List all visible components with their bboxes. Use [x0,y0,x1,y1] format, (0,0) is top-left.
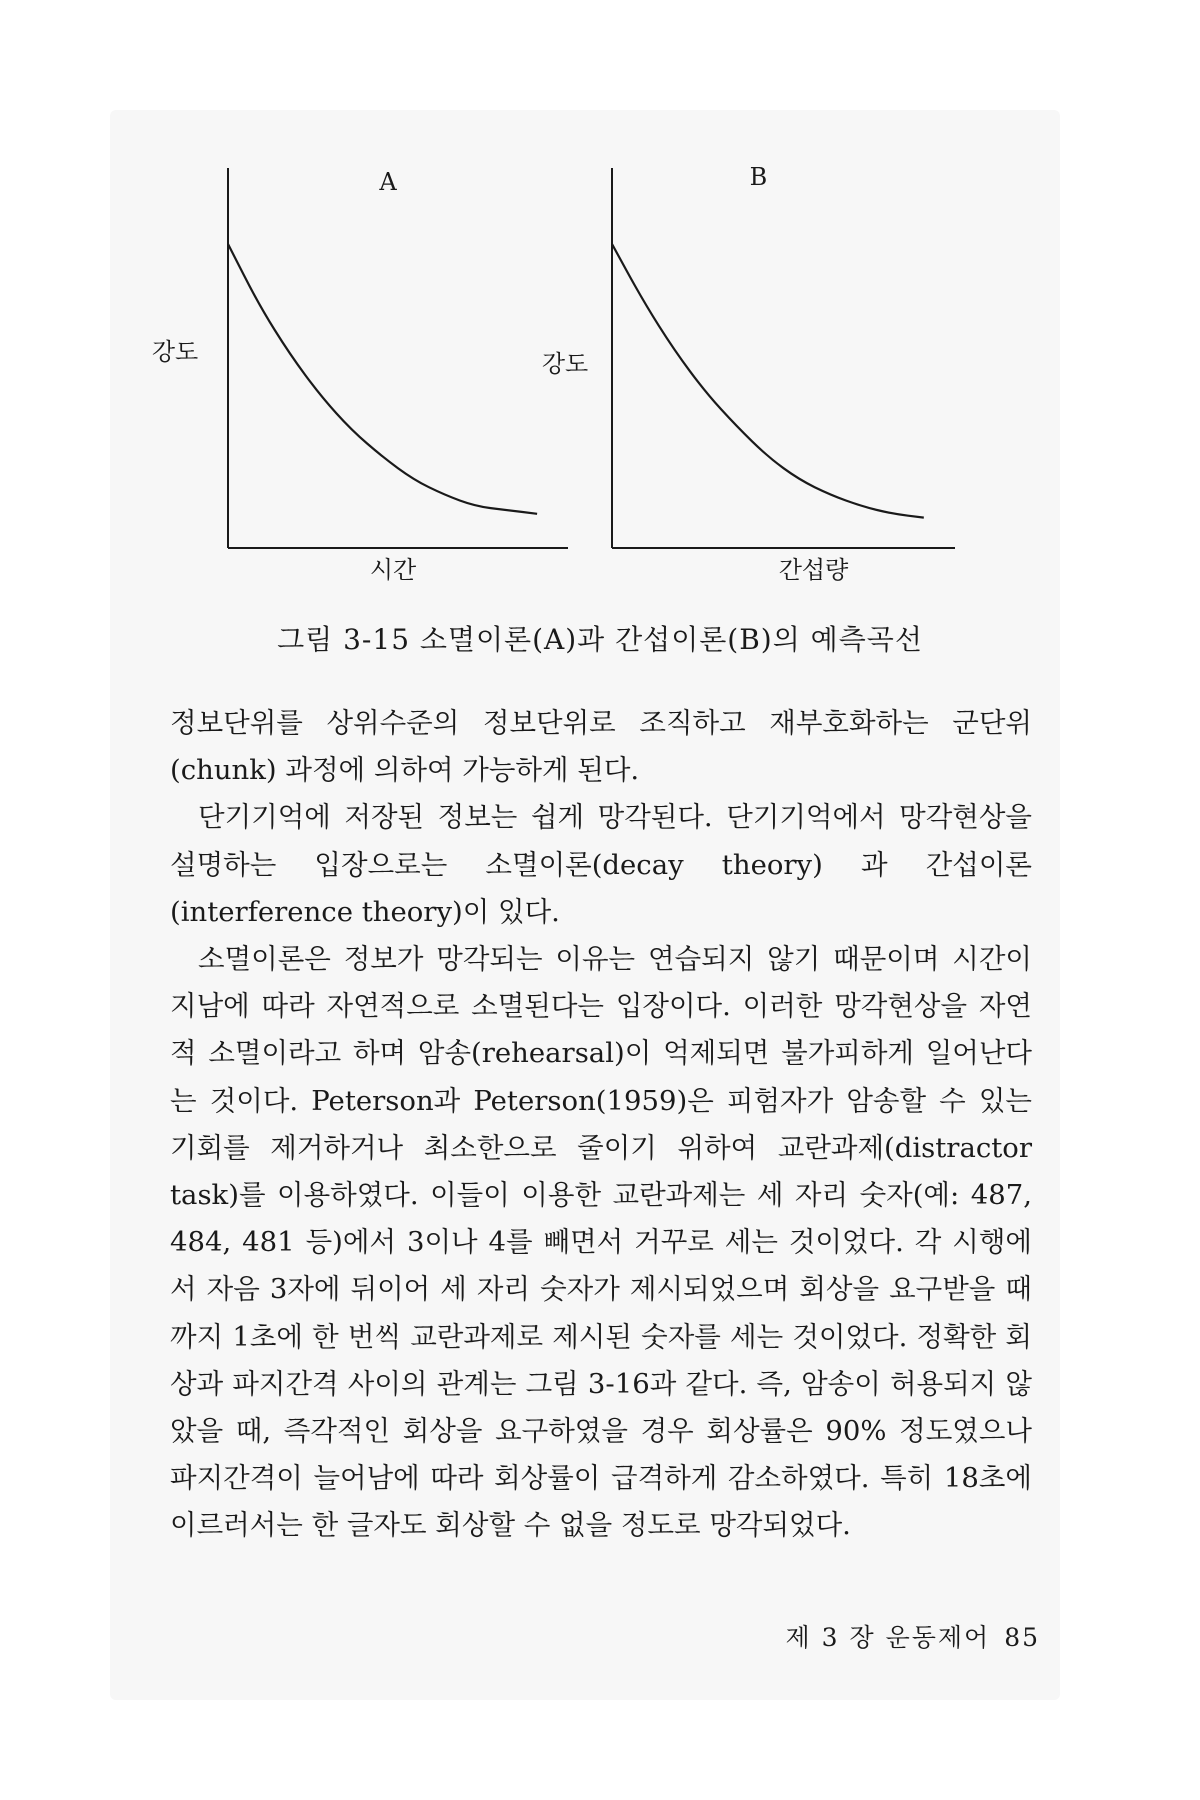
page-number: 85 [1004,1623,1040,1652]
x-axis-label: 시간 [369,556,417,584]
chart-title: B [749,163,768,191]
paragraph: 단기기억에 저장된 정보는 쉽게 망각된다. 단기기억에서 망각현상을 설명하는 입장으로는 소멸이론(decay theory) 과 간섭이론(interference theory)이 있다. [170,801,1032,928]
x-axis-label: 간섭량 [778,556,849,584]
paragraph: 정보단위를 상위수준의 정보단위로 조직하고 재부호화하는 군단위(chunk) 과정에 의하여 가능하게 된다. [170,707,1032,787]
y-axis-label: 강도 [151,338,199,366]
figure-caption: 그림 3-15 소멸이론(A)과 간섭이론(B)의 예측곡선 [277,623,923,656]
body-text [170,700,1032,1550]
figure-svg [0,0,1200,620]
page-footer [786,1618,1040,1654]
chapter-title: 제 3 장 운동제어 [785,1623,991,1652]
series-line [612,244,924,518]
y-axis-label: 강도 [541,350,589,378]
series-line [228,244,537,514]
figure [0,0,1200,620]
paragraph: 소멸이론은 정보가 망각되는 이유는 연습되지 않기 때문이며 시간이 지남에 따라 자연적으로 소멸된다는 입장이다. 이러한 망각현상을 자연적 소멸이라고 하며 암송(rehearsal)이 억제되면 불가피하게 일어난다는 것이다. Peterson과 Peterson(1959)은 피험자가 암송할 수 있는 기회를 제거하거나 최소한으로 줄이기 위하여 교란과제(distractor task)를 이용하였다. 이들이 이용한 교란과제는 세 자리 숫자(예: 487, 484, 481 등)에서 3이나 4를 빼면서 거꾸로 세는 것이었다. 각 시행에서 자음 3자에 뒤이어 세 자리 숫자가 제시되었으며 회상을 요구받을 때까지 1초에 한 번씩 교란과제로 제시된 숫자를 세는 것이었다. 정확한 회상과 파지간격 사이의 관계는 그림 3-16과 같다. 즉, 암송이 허용되지 않았을 때, 즉각적인 회상을 요구하였을 경우 회상률은 90% 정도였으나 파지간격이 늘어남에 따라 회상률이 급격하게 감소하였다. 특히 18초에 이르러서는 한 글자도 회상할 수 없을 정도로 망각되었다. [170,943,1032,1542]
chart-title: A [379,168,397,196]
